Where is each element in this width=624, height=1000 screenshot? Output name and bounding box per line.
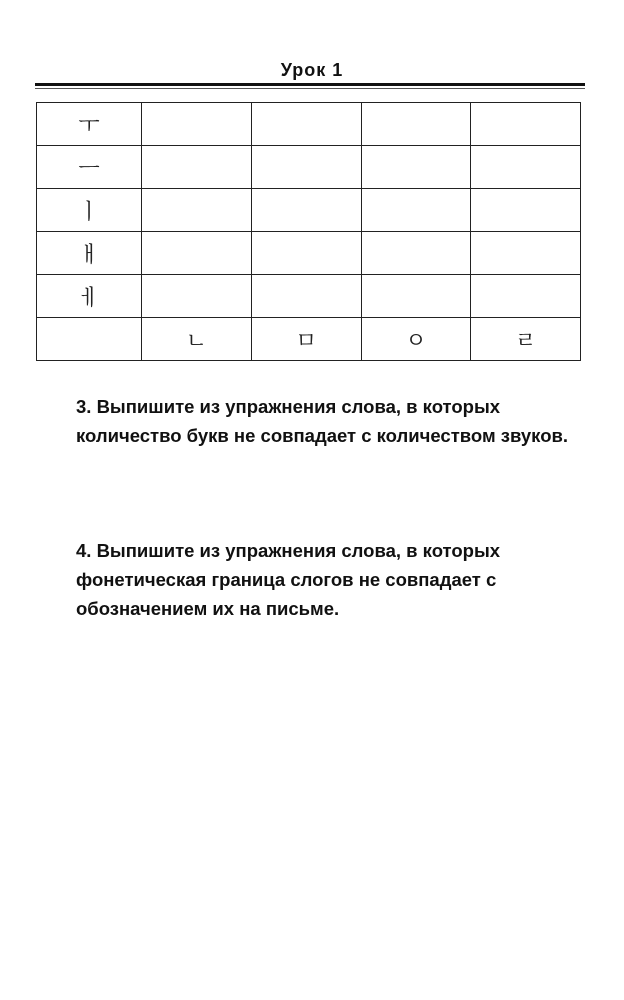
- vowel-label: ㅐ: [78, 242, 100, 268]
- grid-row: [37, 189, 581, 232]
- grid-empty-cell: [471, 232, 581, 275]
- grid-empty-cell: [142, 103, 252, 146]
- header-divider: [35, 83, 585, 86]
- grid-row: [37, 232, 581, 275]
- grid-vowel-cell: [37, 146, 142, 189]
- grid-empty-cell: [142, 146, 252, 189]
- grid-consonant-cell: [471, 318, 581, 361]
- grid-empty-cell: [142, 232, 252, 275]
- lesson-title: Урок 1: [280, 60, 344, 80]
- grid-empty-cell: [251, 103, 361, 146]
- grid-empty-cell: [251, 189, 361, 232]
- grid-empty-cell: [471, 146, 581, 189]
- grid-empty-cell: [142, 189, 252, 232]
- consonant-label: ㄴ: [185, 328, 207, 354]
- task-3-text: 3. Выпишите из упражнения слова, в которых количество букв не совпадает с количеством звуков.: [76, 396, 569, 446]
- grid-empty-cell: [361, 189, 471, 232]
- grid-consonant-cell: [251, 318, 361, 361]
- consonant-label: ㅇ: [405, 328, 427, 354]
- grid-empty-cell: [361, 232, 471, 275]
- grid-vowel-cell: [37, 232, 142, 275]
- grid-empty-cell: [251, 232, 361, 275]
- grid-consonant-cell: [142, 318, 252, 361]
- grid-corner-cell: [37, 318, 142, 361]
- grid-vowel-cell: [37, 189, 142, 232]
- grid-row: [37, 275, 581, 318]
- vowel-label: ㅡ: [78, 156, 100, 182]
- grid-empty-cell: [251, 146, 361, 189]
- grid-vowel-cell: [37, 103, 142, 146]
- grid-empty-cell: [471, 103, 581, 146]
- header-divider-thin: [35, 88, 585, 89]
- grid-empty-cell: [471, 275, 581, 318]
- grid-empty-cell: [361, 275, 471, 318]
- syllable-grid: [36, 102, 581, 361]
- grid-row: [37, 318, 581, 361]
- vowel-label: ㅣ: [78, 199, 100, 225]
- grid-empty-cell: [251, 275, 361, 318]
- grid-vowel-cell: [37, 275, 142, 318]
- grid-row: [37, 146, 581, 189]
- consonant-label: ㄹ: [514, 328, 537, 354]
- consonant-label: ㅁ: [295, 328, 317, 354]
- vowel-label: ㅔ: [78, 285, 100, 311]
- grid-empty-cell: [142, 275, 252, 318]
- grid-row: [37, 103, 581, 146]
- task-4-text: 4. Выпишите из упражнения слова, в которых фонетическая граница слогов не совпадает с обозначением их на письме.: [76, 540, 501, 619]
- grid-empty-cell: [361, 103, 471, 146]
- vowel-label: ㅜ: [78, 113, 100, 139]
- grid-empty-cell: [471, 189, 581, 232]
- grid-empty-cell: [361, 146, 471, 189]
- grid-consonant-cell: [361, 318, 471, 361]
